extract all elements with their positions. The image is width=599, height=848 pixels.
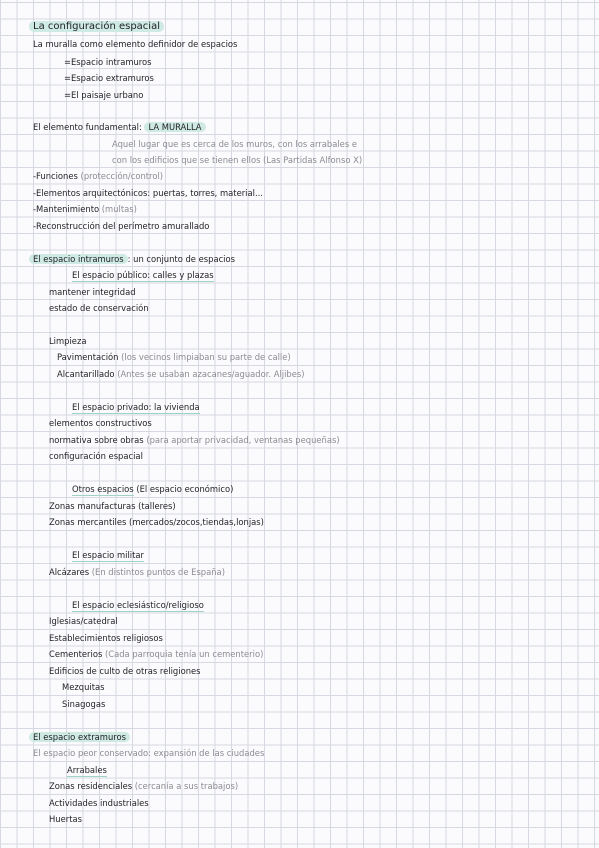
muralla-item: -Reconstrucción del perímetro amurallado <box>33 221 210 231</box>
extramuros-line: Actividades industriales <box>49 798 149 808</box>
eclesiastico-line: Cementerios (Cada parroquia tenía un cementerio) <box>49 649 264 659</box>
page-title: La configuración espacial <box>33 21 164 33</box>
extramuros-heading: El espacio extramuros <box>33 731 130 743</box>
extramuros-line: Zonas residenciales (cercanía a sus trabajos) <box>49 781 239 791</box>
otros-line: Zonas manufacturas (talleres) <box>49 501 176 511</box>
privado-line: elementos constructivos <box>49 418 152 428</box>
eclesiastico-title: El espacio eclesiástico/religioso <box>72 600 204 610</box>
muralla-item: -Mantenimiento (multas) <box>33 204 137 214</box>
militar-title: El espacio militar <box>72 550 144 560</box>
muralla-heading: El elemento fundamental: LA MURALLA <box>33 121 206 133</box>
muralla-item: -Elementos arquitectónicos: puertas, torres, material... <box>33 188 263 198</box>
limpieza-label: Limpieza <box>49 336 87 346</box>
extramuros-note: El espacio peor conservado: expansión de las ciudades <box>33 748 265 758</box>
pavimentacion-line: Pavimentación (los vecinos limpiaban su parte de calle) <box>57 352 291 362</box>
eclesiastico-subitem: Sinagogas <box>62 699 106 709</box>
otros-line: Zonas mercantiles (mercados/zocos,tiendas,lonjas) <box>49 517 264 527</box>
publico-line: mantener integridad <box>49 287 136 297</box>
publico-title: El espacio público: calles y plazas <box>72 270 214 280</box>
intro-item: =Espacio extramuros <box>64 73 154 83</box>
eclesiastico-line: Edificios de culto de otras religiones <box>49 666 201 676</box>
extramuros-line: Huertas <box>49 814 82 824</box>
privado-line: configuración espacial <box>49 451 143 461</box>
otros-title: Otros espacios (El espacio económico) <box>72 484 234 494</box>
publico-line: estado de conservación <box>49 303 149 313</box>
muralla-quote: con los edificios que se tienen ellos (Las Partidas Alfonso X) <box>112 155 363 165</box>
muralla-quote: Aquel lugar que es cerca de los muros, con los arrabales e <box>112 139 357 149</box>
intro-item: =Espacio intramuros <box>64 57 152 67</box>
muralla-item: -Funciones (protección/control) <box>33 171 164 181</box>
eclesiastico-line: Iglesias/catedral <box>49 616 118 626</box>
intro-item: =El paisaje urbano <box>64 90 144 100</box>
militar-line: Alcázares (En distintos puntos de España) <box>49 567 225 577</box>
eclesiastico-subitem: Mezquitas <box>62 682 105 692</box>
subtitle: La muralla como elemento definidor de espacios <box>33 39 238 49</box>
intramuros-heading: El espacio intramuros : un conjunto de espacios <box>33 253 235 265</box>
privado-title: El espacio privado: la vivienda <box>72 402 200 412</box>
eclesiastico-line: Establecimientos religiosos <box>49 633 163 643</box>
arrabales-title: Arrabales <box>67 765 107 775</box>
privado-line: normativa sobre obras (para aportar privacidad, ventanas pequeñas) <box>49 435 340 445</box>
alcantarillado-line: Alcantarillado (Antes se usaban azacanes/aguador. Aljibes) <box>57 369 305 379</box>
